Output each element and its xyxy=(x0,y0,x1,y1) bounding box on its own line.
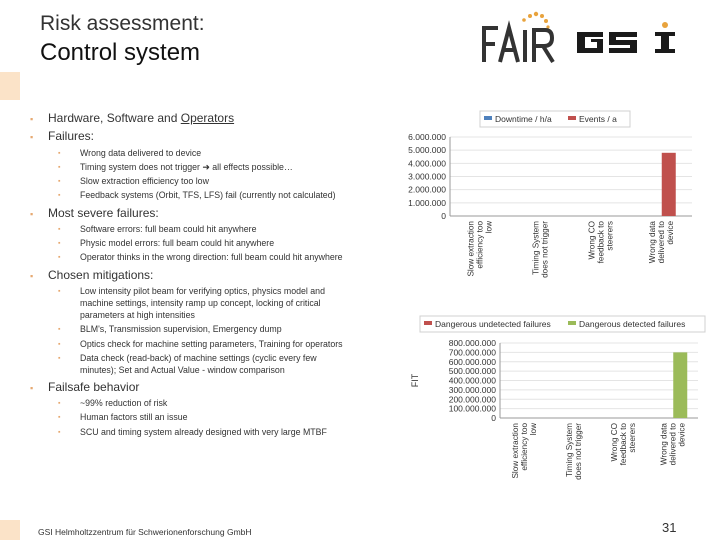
x-category-label-line: feedback to xyxy=(618,423,628,466)
sub-bullet-marker: ▪ xyxy=(58,192,61,199)
sub-bullet-marker: ▪ xyxy=(58,226,61,233)
x-category-label-line: low xyxy=(484,221,494,234)
failsafe-item: ~99% reduction of risk xyxy=(80,398,168,408)
legend-label: Dangerous undetected failures xyxy=(435,319,551,329)
bullet-failsafe: Failsafe behavior xyxy=(48,380,140,394)
page-number: 31 xyxy=(662,520,677,535)
mitigation-line: Low intensity pilot beam for verifying optics, physics model and xyxy=(80,286,325,296)
x-category-label-line: steerers xyxy=(605,221,615,251)
legend-label: Dangerous detected failures xyxy=(579,319,686,329)
x-category-label xyxy=(648,221,675,264)
y-tick-label: 700.000.000 xyxy=(448,347,496,358)
failure-item: Slow extraction efficiency too low xyxy=(80,176,209,186)
x-category-label-line: Timing System xyxy=(531,221,541,275)
fair-logo xyxy=(478,10,558,72)
sub-bullet-marker: ▪ xyxy=(58,288,61,295)
x-category-label xyxy=(531,221,549,278)
x-category-label-line: efficiency too xyxy=(475,221,485,269)
x-category-label-line: Wrong data xyxy=(647,221,657,264)
bar xyxy=(673,352,687,418)
gsi-logo xyxy=(575,22,685,60)
mitigation-item: BLM's, Transmission supervision, Emergency dump xyxy=(80,324,282,334)
bullet-hardware xyxy=(48,111,234,125)
sub-bullet-marker: ▪ xyxy=(58,429,61,436)
y-tick-label: 500.000.000 xyxy=(448,366,496,377)
x-category-label-line: device xyxy=(677,423,687,447)
sub-bullet-marker: ▪ xyxy=(58,150,61,157)
legend-swatch xyxy=(568,116,576,120)
accent-strip-bottom xyxy=(0,520,20,540)
mitigation-item xyxy=(80,352,317,376)
footer-text: GSI Helmholtzzentrum für Schwerionenforschung GmbH xyxy=(38,527,252,537)
failure-item: Feedback systems (Orbit, TFS, LFS) fail (currently not calculated) xyxy=(80,190,336,200)
x-category-label-line: efficiency too xyxy=(519,423,529,471)
legend-swatch xyxy=(568,321,576,325)
x-category-label-line: Timing System xyxy=(564,423,574,477)
mitigation-item: Optics check for machine setting parameters, Training for operators xyxy=(80,339,343,349)
mitigation-line: Data check (read-back) of machine settings (cyclic every few xyxy=(80,353,317,363)
x-category-label-line: delivered to xyxy=(668,423,678,466)
arrow-right-icon: ➜ xyxy=(202,162,210,172)
slide-subtitle: Control system xyxy=(40,39,201,66)
legend-swatch xyxy=(424,321,432,325)
operators-link: Operators xyxy=(180,111,235,125)
y-tick-label: 0 xyxy=(441,211,446,221)
y-tick-label: 100.000.000 xyxy=(448,403,496,414)
sub-bullet-marker: ▪ xyxy=(58,355,61,362)
sub-bullet-marker: ▪ xyxy=(58,164,61,171)
x-category-label xyxy=(587,221,614,264)
failure-item-text: Timing system does not trigger xyxy=(80,162,200,172)
bullet-failures: Failures: xyxy=(48,129,95,143)
severe-item: Physic model errors: full beam could hit anywhere xyxy=(80,238,275,248)
y-tick-label: 6.000.000 xyxy=(408,132,446,142)
y-tick-label: 0 xyxy=(491,413,496,423)
bullet-marker: ▪ xyxy=(30,383,34,393)
y-tick-label: 1.000.000 xyxy=(408,197,446,208)
slide-title: Risk assessment: xyxy=(40,12,205,35)
x-category-label-line: device xyxy=(665,221,675,245)
x-category-label xyxy=(511,423,538,479)
y-tick-label: 4.000.000 xyxy=(408,158,446,169)
mitigation-item xyxy=(80,285,325,321)
sub-bullet-marker: ▪ xyxy=(58,341,61,348)
y-tick-label: 200.000.000 xyxy=(448,394,496,405)
legend-swatch xyxy=(484,116,492,120)
x-category-label-line: does not trigger xyxy=(573,423,583,480)
sub-bullet-marker: ▪ xyxy=(58,254,61,261)
x-category-label-line: Slow extraction xyxy=(510,423,520,479)
x-category-label xyxy=(659,423,686,466)
bullet-hardware-text: Hardware, Software and xyxy=(48,111,181,125)
bullet-marker: ▪ xyxy=(30,132,34,142)
x-category-label-line: feedback to xyxy=(596,221,606,264)
x-category-label xyxy=(610,423,637,466)
bullet-marker: ▪ xyxy=(30,271,34,281)
legend-label: Downtime / h/a xyxy=(495,114,552,124)
failure-item-consequence: all effects possible… xyxy=(212,162,293,172)
x-category-label-line: steerers xyxy=(627,423,637,453)
x-category-label-line: delivered to xyxy=(656,221,666,264)
y-tick-label: 600.000.000 xyxy=(448,356,496,367)
mitigation-line: machine settings, intensity ramp up concept, locking of critical xyxy=(80,298,321,308)
bullet-marker: ▪ xyxy=(30,209,34,219)
x-category-label-line: does not trigger xyxy=(540,221,550,278)
sub-bullet-marker: ▪ xyxy=(58,400,61,407)
severe-item: Operator thinks in the wrong direction: full beam could hit anywhere xyxy=(80,252,343,262)
y-tick-label: 300.000.000 xyxy=(448,384,496,395)
y-tick-label: 2.000.000 xyxy=(408,184,446,195)
y-tick-label: 3.000.000 xyxy=(408,171,446,182)
bullet-mitigations: Chosen mitigations: xyxy=(48,268,154,282)
y-tick-label: 5.000.000 xyxy=(408,145,446,156)
y-tick-label: 400.000.000 xyxy=(448,375,496,386)
failsafe-item: SCU and timing system already designed with very large MTBF xyxy=(80,427,327,437)
accent-strip-top xyxy=(0,72,20,100)
failure-item xyxy=(80,161,293,173)
sub-bullet-marker: ▪ xyxy=(58,414,61,421)
events-bar-chart xyxy=(400,108,700,298)
x-category-label xyxy=(466,221,493,277)
x-category-label-line: Wrong CO xyxy=(609,423,619,462)
legend-label: Events / a xyxy=(579,114,617,124)
failsafe-item: Human factors still an issue xyxy=(80,412,188,422)
mitigation-line: minutes); Set and Actual Value - window comparison xyxy=(80,365,285,375)
x-category-label-line: Slow extraction xyxy=(466,221,476,277)
x-category-label-line: Wrong data xyxy=(659,423,669,466)
mitigation-line: parameters at high intensities xyxy=(80,310,195,320)
bullet-marker: ▪ xyxy=(30,114,34,124)
y-axis-title: FIT xyxy=(410,373,420,388)
sub-bullet-marker: ▪ xyxy=(58,178,61,185)
x-category-label xyxy=(565,423,583,480)
failure-item: Wrong data delivered to device xyxy=(80,148,202,158)
sub-bullet-marker: ▪ xyxy=(58,240,61,247)
x-category-label-line: Wrong CO xyxy=(587,221,597,260)
sub-bullet-marker: ▪ xyxy=(58,326,61,333)
bullet-most-severe: Most severe failures: xyxy=(48,206,159,220)
bar xyxy=(662,153,676,216)
y-tick-label: 800.000.000 xyxy=(448,338,496,348)
fit-bar-chart xyxy=(410,314,710,500)
x-category-label-line: low xyxy=(528,423,538,436)
severe-item: Software errors: full beam could hit anywhere xyxy=(80,224,257,234)
